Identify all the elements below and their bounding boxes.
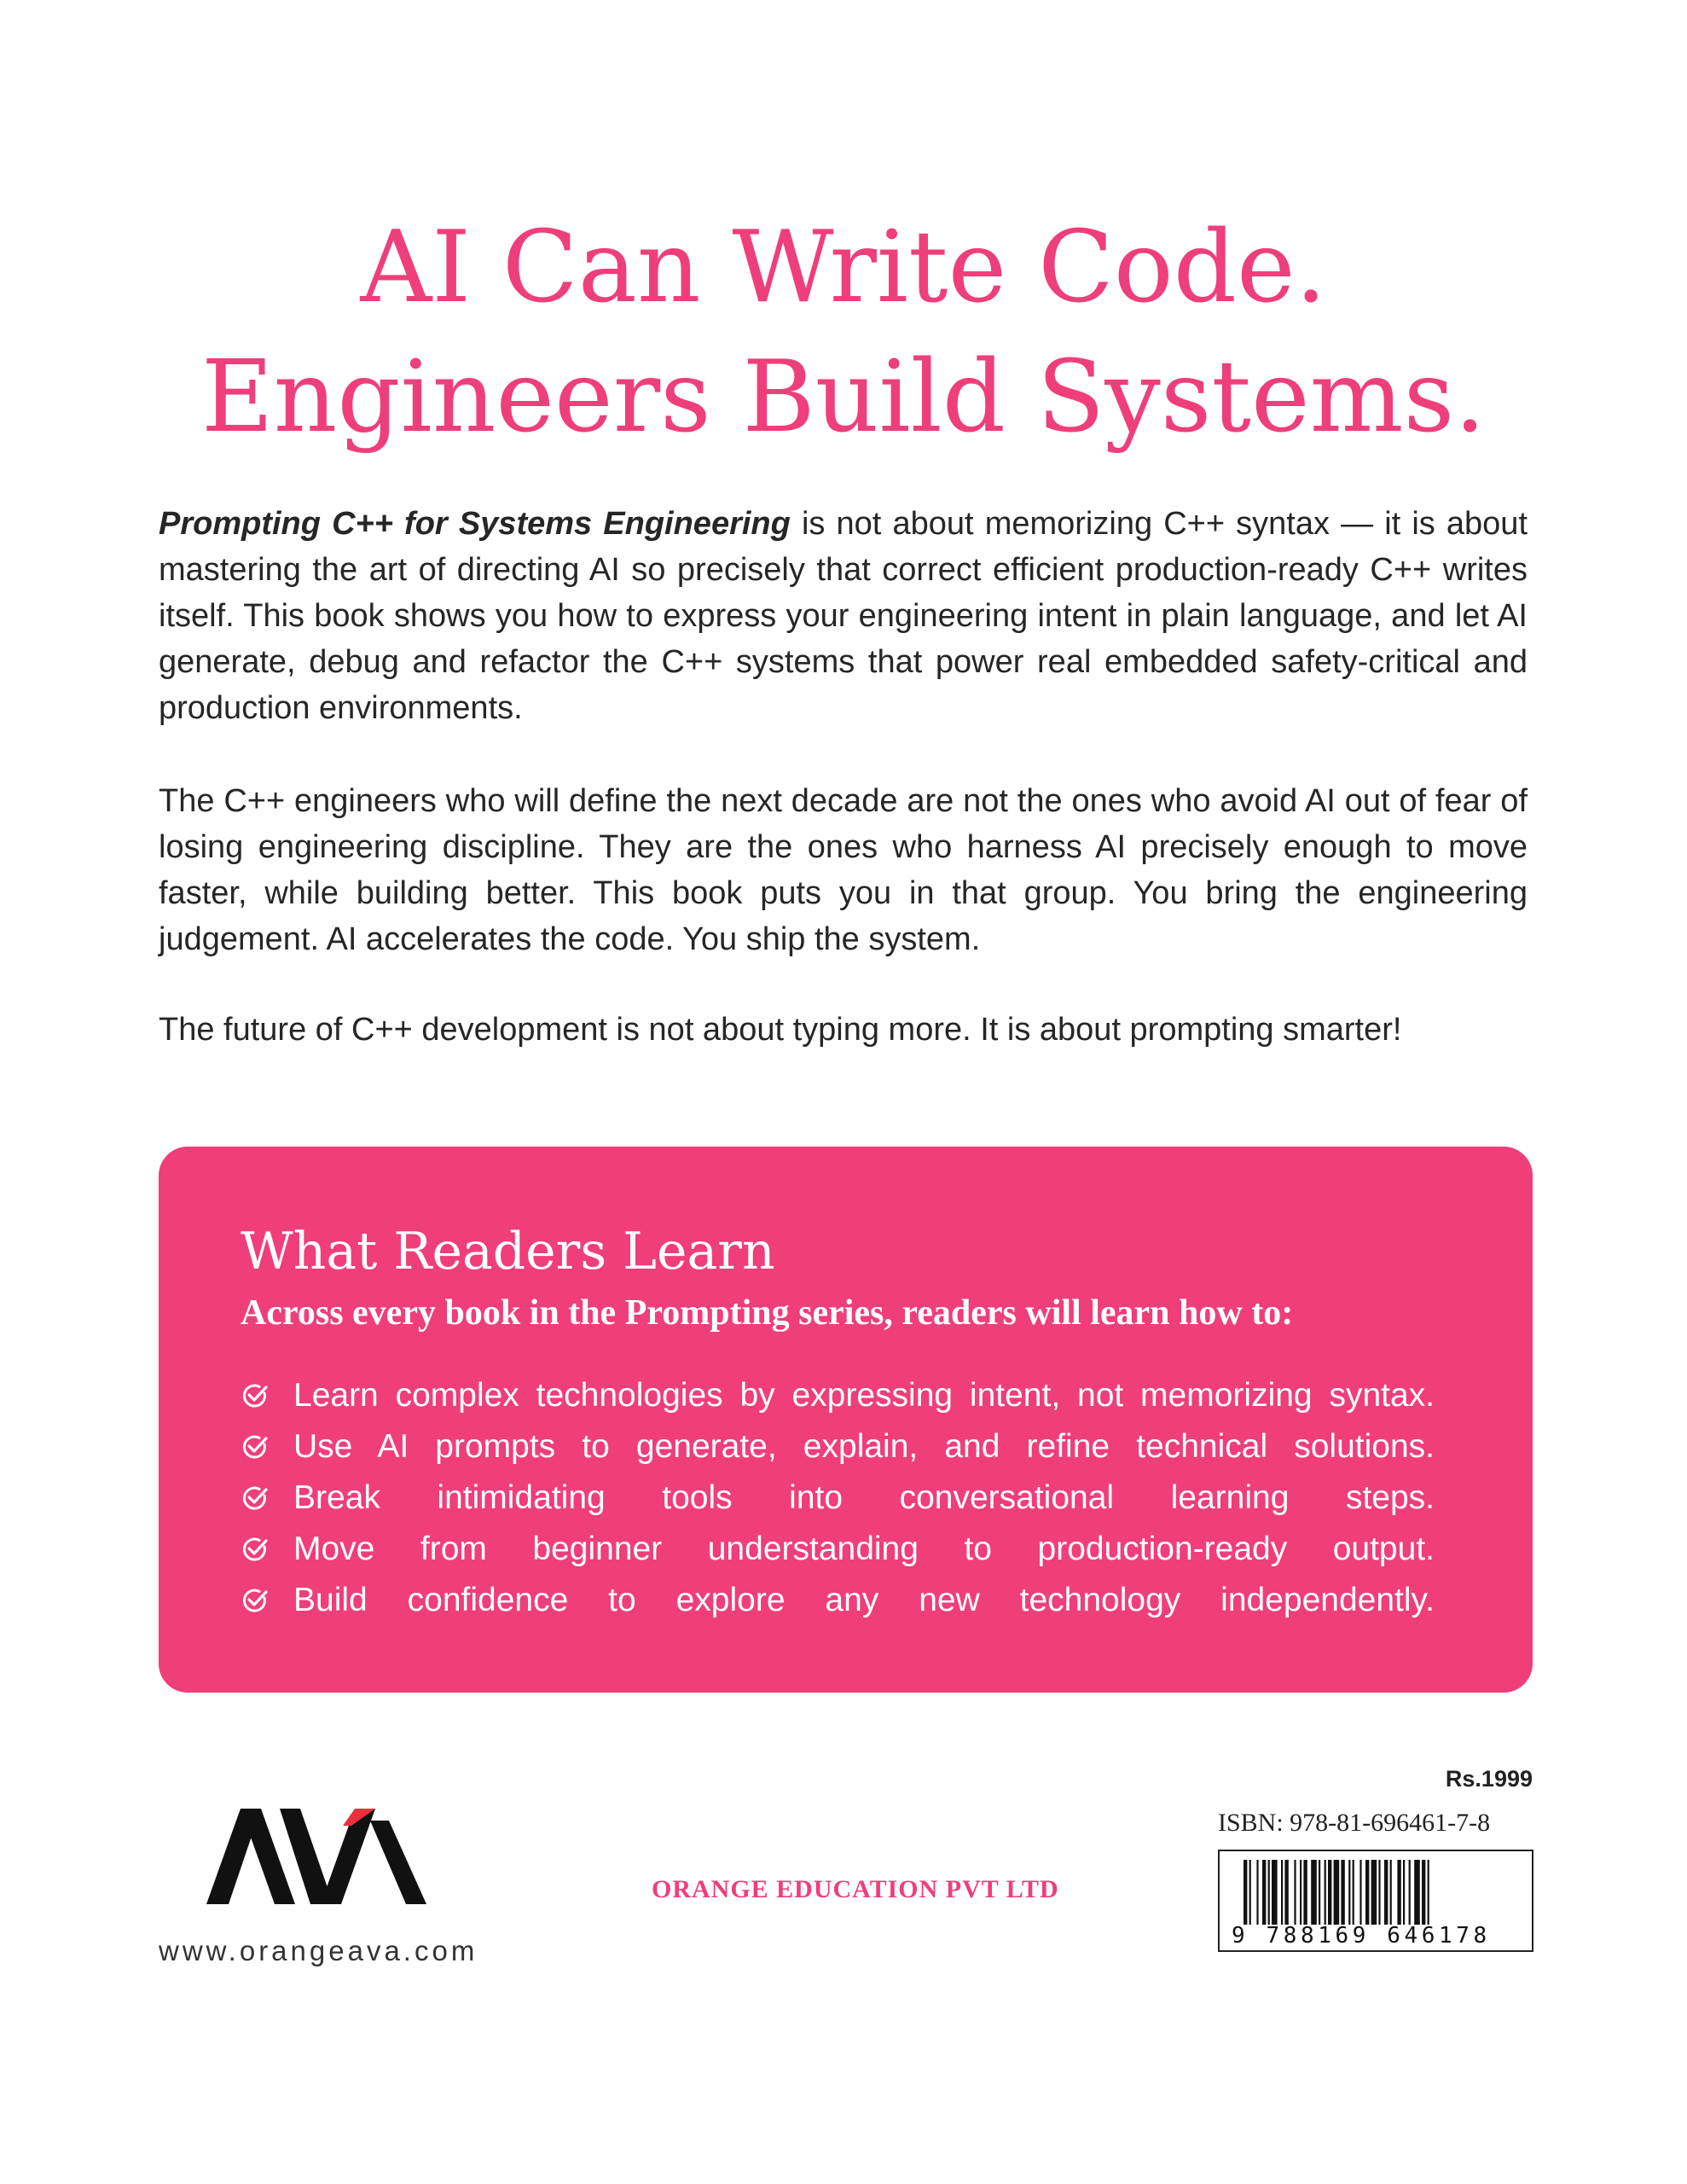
learn-subtitle: Across every book in the Prompting series, readers will learn how to: bbox=[241, 1293, 1294, 1333]
learn-item-text: Learn complex technologies by expressing intent, not memorizing syntax. bbox=[293, 1377, 1435, 1414]
barcode-bar bbox=[1311, 1860, 1317, 1925]
learn-item bbox=[241, 1370, 1435, 1421]
barcode-bar bbox=[1390, 1860, 1392, 1925]
barcode-bars bbox=[1220, 1851, 1532, 1926]
isbn: ISBN: 978-81-696461-7-8 bbox=[1218, 1809, 1491, 1837]
barcode-bar bbox=[1300, 1860, 1301, 1925]
barcode-bar bbox=[1319, 1860, 1320, 1925]
barcode-bar bbox=[1378, 1860, 1380, 1925]
barcode-bar bbox=[1244, 1860, 1247, 1925]
learn-list bbox=[241, 1370, 1435, 1626]
learn-item-text: Build confidence to explore any new technology independently. bbox=[293, 1582, 1435, 1618]
intro-paragraph-1-text: is not about memorizing C++ syntax — it is about mastering the art of directing AI so precisely that correct efficient production-ready C++ writes itself. This book shows you how to express your engineering intent in plain language, and let AI generate, debug and refactor the C++ systems that power real embedded safety-critical and production environments. bbox=[159, 506, 1528, 726]
learn-item-text: Break intimidating tools into conversational learning steps. bbox=[293, 1479, 1435, 1516]
check-circle-icon bbox=[241, 1432, 270, 1461]
barcode-bar bbox=[1303, 1860, 1307, 1925]
intro-paragraph-1 bbox=[159, 501, 1528, 731]
barcode-bar bbox=[1334, 1860, 1340, 1925]
check-circle-icon bbox=[241, 1535, 270, 1564]
learn-item bbox=[241, 1421, 1435, 1472]
barcode-bar bbox=[1409, 1860, 1411, 1925]
learn-item bbox=[241, 1472, 1435, 1524]
intro-paragraph-2: The C++ engineers who will define the next decade are not the ones who avoid AI out of fear of losing engineering discipline. They are the ones who harness AI precisely enough to move faster, while building better. This book puts you in that group. You bring the engineering judgement. AI accelerates the code. You ship the system. bbox=[159, 783, 1528, 957]
check-circle-icon bbox=[241, 1381, 270, 1410]
barcode-bar bbox=[1384, 1860, 1388, 1925]
intro-paragraph-3: The future of C++ development is not about typing more. It is about prompting smarter! bbox=[159, 1012, 1402, 1048]
ava-logo bbox=[206, 1809, 426, 1904]
learn-item bbox=[241, 1524, 1435, 1575]
barcode-bar bbox=[1284, 1860, 1288, 1925]
barcode-bar bbox=[1348, 1860, 1350, 1925]
check-circle-icon bbox=[241, 1586, 270, 1615]
learn-item-text: Move from beginner understanding to production-ready output. bbox=[293, 1531, 1435, 1567]
barcode-digits: 9 788169 646178 bbox=[1232, 1923, 1491, 1949]
barcode-bar bbox=[1397, 1860, 1400, 1925]
barcode-bar bbox=[1281, 1860, 1283, 1925]
barcode-bar bbox=[1414, 1860, 1420, 1925]
barcode-bar bbox=[1249, 1860, 1251, 1925]
isbn-barcode bbox=[1218, 1850, 1533, 1952]
barcode-bar bbox=[1268, 1860, 1270, 1925]
barcode-bar bbox=[1294, 1860, 1296, 1925]
website-url: www.orangeava.com bbox=[159, 1935, 478, 1966]
learn-title: What Readers Learn bbox=[241, 1222, 775, 1281]
publisher-name: ORANGE EDUCATION PVT LTD bbox=[652, 1875, 1059, 1903]
barcode-bar bbox=[1325, 1860, 1326, 1925]
barcode-bar bbox=[1353, 1860, 1354, 1925]
barcode-bar bbox=[1341, 1860, 1344, 1925]
book-title: Prompting C++ for Systems Engineering bbox=[159, 506, 791, 542]
barcode-bar bbox=[1371, 1860, 1377, 1925]
barcode-bar bbox=[1256, 1860, 1258, 1925]
price: Rs.1999 bbox=[1445, 1766, 1533, 1792]
headline-line-1: AI Can Write Code. bbox=[360, 210, 1327, 325]
barcode-bar bbox=[1272, 1860, 1278, 1925]
barcode-bar bbox=[1422, 1860, 1425, 1925]
barcode-bar bbox=[1365, 1860, 1369, 1925]
check-circle-icon bbox=[241, 1484, 270, 1513]
headline-line-2: Engineers Build Systems. bbox=[200, 340, 1487, 455]
what-readers-learn-box bbox=[159, 1147, 1533, 1693]
barcode-bar bbox=[1328, 1860, 1331, 1925]
learn-item-text: Use AI prompts to generate, explain, and refine technical solutions. bbox=[293, 1428, 1435, 1465]
learn-item bbox=[241, 1575, 1435, 1626]
barcode-bar bbox=[1359, 1860, 1361, 1925]
barcode-bar bbox=[1428, 1860, 1429, 1925]
barcode-bar bbox=[1403, 1860, 1405, 1925]
barcode-bar bbox=[1262, 1860, 1266, 1925]
headline bbox=[0, 203, 1687, 462]
